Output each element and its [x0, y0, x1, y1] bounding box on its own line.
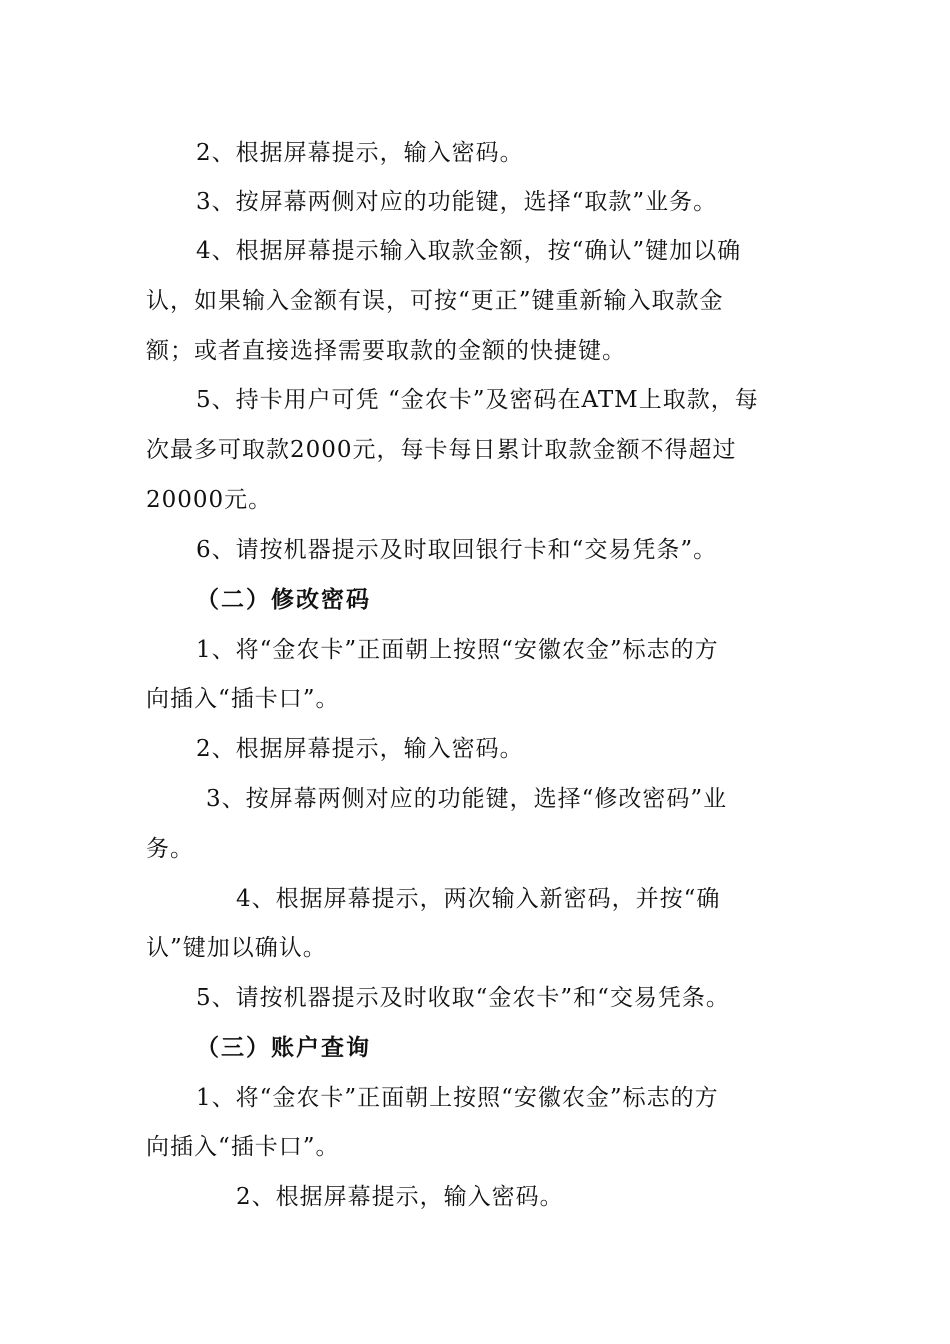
paragraph-line: 4、根据屏幕提示输入取款金额，按“确认”键加以确 — [196, 238, 742, 264]
paragraph-line: 4、根据屏幕提示，两次输入新密码，并按“确 — [236, 886, 721, 912]
paragraph-line: 2、根据屏幕提示，输入密码。 — [196, 140, 524, 166]
paragraph-line: 务。 — [146, 836, 194, 862]
paragraph-line: 3、按屏幕两侧对应的功能键，选择“修改密码”业 — [206, 786, 728, 812]
paragraph-line: 认，如果输入金额有误，可按“更正”键重新输入取款金 — [146, 288, 724, 314]
paragraph-line: 向插入“插卡口”。 — [146, 1134, 340, 1160]
paragraph-line: 20000元。 — [146, 487, 273, 513]
paragraph-line: 1、将“金农卡”正面朝上按照“安徽农金”标志的方 — [196, 637, 719, 663]
paragraph-line: 6、请按机器提示及时取回银行卡和“交易凭条”。 — [196, 537, 718, 563]
paragraph-line: 额；或者直接选择需要取款的金额的快捷键。 — [146, 338, 626, 364]
paragraph-line: 3、按屏幕两侧对应的功能键，选择“取款”业务。 — [196, 189, 718, 215]
section-heading: （三）账户查询 — [196, 1034, 371, 1061]
paragraph-line: 5、持卡用户可凭 “金农卡”及密码在ATM上取款，每 — [196, 387, 759, 413]
paragraph-line: 1、将“金农卡”正面朝上按照“安徽农金”标志的方 — [196, 1085, 719, 1111]
paragraph-line: 5、请按机器提示及时收取“金农卡”和“交易凭条。 — [196, 985, 730, 1011]
section-heading: （二）修改密码 — [196, 586, 371, 613]
paragraph-line: 认”键加以确认。 — [146, 935, 327, 961]
paragraph-line: 2、根据屏幕提示，输入密码。 — [236, 1184, 564, 1210]
paragraph-line: 向插入“插卡口”。 — [146, 686, 340, 712]
paragraph-line: 2、根据屏幕提示，输入密码。 — [196, 736, 524, 762]
paragraph-line: 次最多可取款2000元，每卡每日累计取款金额不得超过 — [146, 437, 737, 463]
